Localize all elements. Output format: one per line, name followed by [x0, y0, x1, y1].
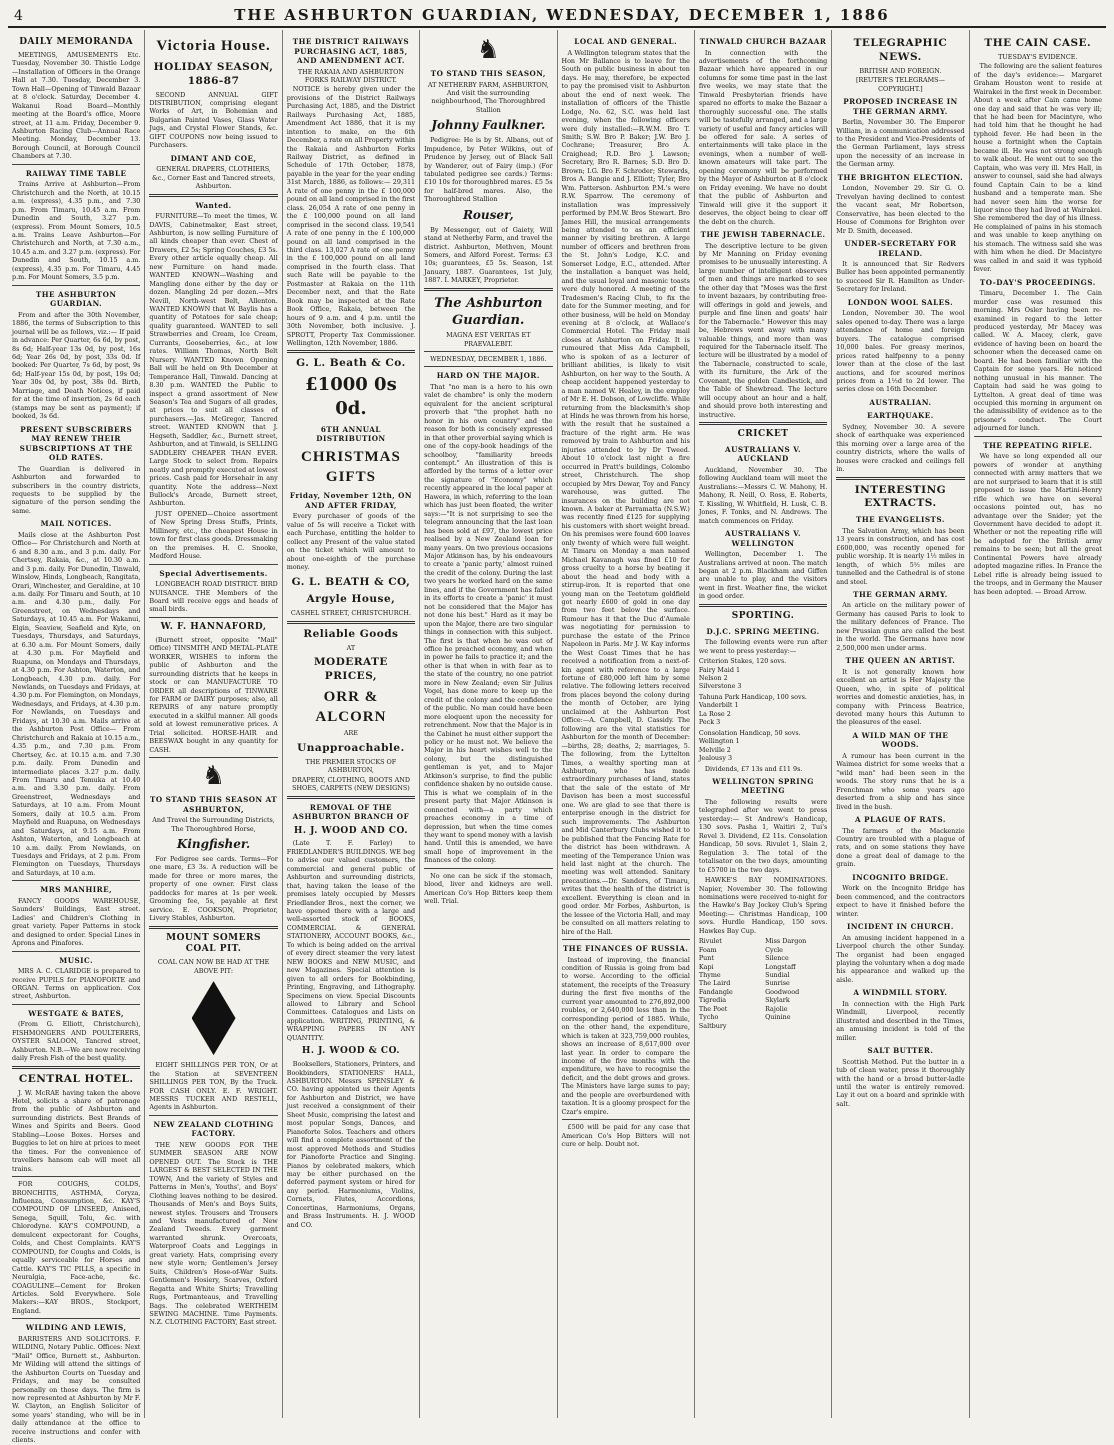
removal-heading: REMOVAL OF THE ASHBURTON BRANCH OF	[292, 802, 410, 821]
wilding-heading: WILDING AND LEWIS,	[25, 1323, 127, 1333]
nomination-name: Sunrise	[765, 979, 790, 988]
kingfisher-intro-text: And Travel the Surrounding Districts, The Thoroughbred Horse,	[152, 816, 275, 833]
johnny-faulkner-text: Pedigree: He is by St. Albans, out of Impudence, by Peter Wilkins, out of Prudence by Jersey, out of Black Sall by Wanderer, out of Fairy (imp.) (For tabulated pedigree see cards.) Terms: £10 10s for thoroughbred mares. £5 5s for half-bred mares. Also, the Thoroughbred Stallion	[424, 136, 553, 204]
german-army-increase-heading: PROPOSED INCREASE IN THE GERMAN ARMY.	[843, 97, 958, 116]
present-subscribers-text: The Guardian is delivered in Ashburton and forwarded to subscribers in the country districts, requests to be supplied by the signature of the person sending the same.	[12, 464, 141, 515]
djc-intro: The following events were run after we went to press yesterday:—	[698, 638, 828, 655]
wood-stationers-text: Booksellers, Stationers, Printers, and Bookbinders, STATIONERS' HALL, ASHBURTON. Messrs SPENSLEY & CO. having appointed us their Agents for Ashburton and District, we have just received a consignment of their Sheet Music, comprising the latest and most popular Songs, Dances, and Pianoforte Solos. Teachers and others will find a complete assortment of the most approved Methods and Studies for Pianoforte Practice and Singing. Pianos by celebrated makers, which may be either purchased on the deferred payment system or hired for any period. Harmoniums, Violins, Cornets, Flutes, Accordions, Concertinas, Harmoniums, Organs, and Brass Instruments. H. J. WOOD and CO.	[286, 1060, 416, 1229]
masthead-title: THE ASHBURTON GUARDIAN, WEDNESDAY, DECEMBER 1, 1886	[234, 6, 890, 24]
nomination-name: Thyme	[698, 971, 721, 980]
race-title: Consolation Handicap, 50 sovs.	[698, 728, 801, 737]
stand-season-heading: TO STAND THIS SEASON,	[430, 69, 546, 78]
price-headline: £1000 0s 0d.	[305, 374, 397, 420]
nomination-name: Foam	[698, 945, 717, 954]
plague-rats-heading: A PLAGUE OF RATS.	[855, 815, 946, 825]
distribution-heading: 6TH ANNUAL DISTRIBUTION	[316, 424, 386, 444]
race-placing: Melville 2	[698, 745, 731, 754]
manhire-text: FANCY GOODS WAREHOUSE, Saunders' Buildings, East street. Ladies' and Children's Clothing in great variety. Paper Patterns in stock and designed to order. Special Lines in Aprons and Pinafores.	[12, 896, 141, 948]
telegraphic-heading: TELEGRAPHIC NEWS.	[853, 37, 948, 63]
earthquake-text: Sydney, November 30. A severe shock of earthquake was experienced this morning over a large area of the country districts, where the walls of houses were cracked and ceilings fell in.	[836, 422, 965, 474]
finances-russia-heading: THE FINANCES OF RUSSIA.	[562, 944, 689, 954]
plague-rats-text: The farmers of the Mackenzie Country are troubled with a plague of rats, and on some stations they have done a great deal of damage to the grain.	[836, 826, 965, 869]
at-label: AT	[346, 643, 356, 652]
tinwald-bazaar-text: In connection with the advertisements of the forthcoming Bazaar which have appeared in our columns for some time past in the last five weeks, we may state that the Tinwald Presbyterian friends have spared no efforts to make the Bazaar a thoroughly successful one. The stalls will be tastefully arranged, and a large variety of useful and fancy articles will be offered for sale. A series of entertainments will take place in the evenings, when a number of well-known amateurs will take part. The opening ceremony will be performed by the Mayor of Ashburton at 8 o'clock on Friday evening. We have no doubt that the public of Ashburton and Tinwald will give it the support it deserves, the object being to clear off the debt on the church.	[698, 48, 828, 226]
tabernacle-heading: THE JEWISH TABERNACLE.	[700, 230, 826, 240]
mail-notices-text: Mails close at the Ashburton Post Office— For Christchurch and North at 6 and 8.30 a.m., and 3 p.m. daily. For Chertsey, Rakaia, &c., at 10.30 a.m. and 3 p.m. daily. For Dunedin, Tinwald, Winslow, Hinds, Longbeach, Rangitata, Orari, Winchester, and Geraldine, at 10 a.m. daily. For Timaru and South, at 10 a.m. and 4.30 p.m., daily. For Greenstreet, on Wednesdays and Saturdays, at 10.45 a.m. For Wakanui, Elgin, Seaview, Seafield and Kyle, on Tuesdays, Thursdays, and Saturdays, at 6.30 a.m. For Mount Somers, daily at 4.30 p.m. For Mayfield and Ruapuna, on Mondays and Thursdays, at 4.30 p.m. For Ashton, Waterton, and Longbeach, 4.30 p.m. daily. For Newlands, on Tuesdays and Fridays, at 4.30 p.m. For Flemington, on Mondays, Wednesdays, and Fridays, at 4.30 p.m. For Newlands, on Tuesdays and Fridays, at 10.30 a.m. Mails arrive at the Ashburton Post Office— From Christchurch and Rakaia at 10.15 a.m., 4.35 p.m., and 7.30 p.m. From Chertsey, &c. at 10.15 a.m. and 7.30 p.m. daily. From Dunedin and intermediate places 3.27 p.m. daily. From Timaru and Temuka at 10.40 a.m. and 3.30 p.m. daily. From Greenstreet, Wednesdays and Saturdays, at 10 a.m. From Mount Somers, daily at 10.5 a.m. From Mayfield and Ruapuna, on Wednesdays and Saturdays, at 9.15 a.m. From Ashton, Waterton, and Longbeach at 10 a.m. daily. From Newlands, on Tuesdays and Fridays, at 2 p.m. From Flemington on Tuesdays, Thursdays and Saturdays, at 10 a.m.	[12, 530, 141, 877]
divider	[424, 366, 552, 367]
race-title: Criterion Stakes, 120 sovs.	[698, 657, 787, 666]
premier-stocks-text: THE PREMIER STOCKS OF ASHBURTON,	[305, 757, 397, 775]
music-text: MRS A. C. CLARIDGE is prepared to receive PUPILS for PIANOFORTE and ORGAN. Terms on application. Cox street, Ashburton.	[12, 967, 141, 1001]
nomination-name: Quinine	[765, 1013, 791, 1022]
page-number: 4	[14, 8, 24, 24]
incognito-bridge-text: Work on the Incognito Bridge has been commenced, and the contractors expect to have it finished before the winter.	[836, 884, 965, 918]
divider	[149, 564, 277, 565]
wild-man-heading: A WILD MAN OF THE WOODS.	[852, 730, 949, 750]
race-placing: Peck 3	[698, 718, 721, 727]
race-block	[699, 729, 827, 763]
column-8	[970, 30, 1106, 1418]
drapery-text: DRAPERY, CLOTHING, BOOTS AND SHOES, CARPETS (NEW DESIGNS)	[291, 775, 411, 793]
longbeach-text: LONGBEACH ROAD DISTRICT. BIRD NUISANCE. THE Members of the Board will receive eggs and heads of small birds.	[149, 580, 278, 614]
race-placing: Silverstone 3	[698, 682, 742, 691]
church-incident-heading: INCIDENT IN CHURCH.	[847, 922, 954, 932]
stallion-icon: ♞	[476, 35, 500, 65]
divider	[12, 1004, 140, 1005]
australian-heading: AUSTRALIAN.	[869, 397, 932, 407]
race-placing: Nelson 2	[698, 673, 728, 682]
are-label: ARE	[343, 729, 358, 738]
nomination-name: Goodwood	[765, 987, 800, 996]
church-incident-text: An amusing incident happened in a Liverpool church the other Sunday. The organist had been engaged playing the voluntary when a dog made his appearance and walked up the aisle.	[836, 933, 965, 984]
wellington-spring-text: The following results were telegraphed after we went to press yesterday:— St Andrew's Handicap, 130 sovs. Pasha 1, Waitiri 2, Tui's Revel 3. Dividend, £2 11s. Consolation Handicap, 50 sovs. Rivulet 1, Slain 2, Regulation 3. The total of the totalisator on the two days, amounting to £5700 in the two days.	[698, 797, 828, 874]
wood-stationers-heading: H. J. WOOD & CO.	[301, 1046, 401, 1057]
proceedings-heading: TO-DAY'S PROCEEDINGS.	[979, 277, 1096, 287]
divider	[12, 285, 140, 286]
reliable-goods-heading: Reliable Goods	[303, 627, 399, 640]
christmas-gifts-heading: CHRISTMAS GIFTS	[301, 448, 401, 485]
manhire-heading: MRS MANHIRE,	[40, 885, 113, 895]
railway-text: Trains Arrive at Ashburton—From Christchurch and the North, at 10.15 a.m. (express), 4.35 p.m., and 7.30 p.m. From Timaru, 10.45 a.m. From Dunedin and South, 3.27 p.m. (express). From Mount Somers, 10.5 a.m. Trains Leave Ashburton—For Christchurch and North, at 7.30 a.m., 10.45 a.m. and 3.27 p.m. (express). For Dunedin and South, 10.15 a.m. (express), 4.35 p.m. For Timaru, 4.45 p.m. For Mount Somers, 3.5 p.m.	[12, 180, 141, 282]
divider	[12, 1066, 140, 1069]
column-1	[8, 30, 145, 1445]
tinwald-bazaar-heading: TINWALD CHURCH BAZAAR	[699, 37, 827, 46]
guardian-terms-text: From and after the 30th November, 1886, the terms of Subscription to this journal will be as follows, viz.:— If paid in advance: Per Quarter, 6s 6d, by post, 8s 6d; Half-year 13s 0d, by post, 16s 6d; Year 26s 0d, by post, 33s 0d. If booked: Per Quarter, 7s 6d, by post, 9s 6d; Half-year 15s 0d, by post, 19s 0d; Year 30s 0d, by post, 38s 0d. Birth, Marriage, and Death Notices, if paid for at the time of insertion, 2s 6d each (stamps may be sent as payment); if booked, 3s 6d.	[12, 310, 141, 421]
windmill-text: In connection with the High Park Windmill, Liverpool, recently illustrated and described in the Times, an amusing incident is told of the miller.	[836, 999, 965, 1042]
aus-auckland-heading: AUSTRALIANS V. AUCKLAND	[725, 444, 802, 464]
argyle-house-heading: Argyle House,	[306, 593, 396, 606]
race-placing: Wellington 1	[698, 737, 740, 746]
race-placing: La Rose 2	[698, 709, 731, 718]
divider	[287, 621, 415, 624]
divider	[562, 1119, 690, 1120]
wild-man-text: A rumour has been current in the Waimea district for some weeks that a "wild man" had been seen in the woods. The story runs that he is a Frenchman who some years ago deserted from a ship and has since lived in the bush.	[836, 751, 965, 811]
orr-alcorn-heading: ORR & ALCORN	[315, 688, 387, 725]
nominations-column	[765, 937, 827, 1030]
kays-compound-text: FOR COUGHS, COLDS, BRONCHITIS, ASTHMA, Coryza, Influenza, Consumption, &c. KAY'S COMPOUND OF LINSEED, Aniseed, Senega, Squill, Tolu, &c. with Chlorodyne. KAY'S COMPOUND, a demulcent expectorant for Coughs, Colds, and Chest Complaints. KAY'S COMPOUND, for Coughs and Colds, is equally serviceable for Horses and Cattle. KAY'S TIC PILLS, a specific in Neuralgia, Face-ache, &c. COAGULINE—Cement for Broken Articles. Sold Everywhere. Sole Makers:—KAY BROS., Stockport, England.	[12, 1180, 141, 1315]
column-2	[145, 30, 282, 1418]
wanted-text: FURNITURE—To meet the times, W. DAVIS, Cabinetmaker, East street, Ashburton, is now selling Furniture of all kinds cheaper than ever. Chest of Drawers, £2 5s; Spring Couches, £3 5s. Every other article equally cheap. All new Furniture on hand made. WANTED KNOWN—Washing and Mangling done either by the day or dozen. Mangling 2d per dozen.—Mrs Nevill, North-west Belt, Allenton. WANTED KNOWN that W. Baylis has a quantity of Potatoes for sale cheap; quality guaranteed. WANTED to sell Strawberries and Cream, Ice Cream, Currants, Gooseberries, &c., at low rates. William Thomas, North Belt Nursery. WANTED Known Opening Ball will be held on 9th December at Temperance Hall, Tinwald. Dancing at 8.30 p.m. WANTED the Public to inspect a grand assortment of New Season's Tea and Sugars of all grades, at prices to suit all classes of purchasers.—Jas. McGregor, Tancred street. WANTED KNOWN that J. Hegseth, Saddler, &c., Burnett street, Ashburton, and at Tinwald, is SELLING SADDLERY CHEAPER THAN EVER. Large Stock to select from. Repairs neatly and promptly executed at lowest prices. Cash paid for Horsehair in any quantity. Note the address—Next Bullock's Arcade, Burnett street, Ashburton.	[149, 212, 278, 508]
nomination-name: Kapi	[698, 962, 714, 971]
divider	[699, 422, 827, 425]
divider	[149, 617, 277, 618]
divider	[149, 1115, 277, 1116]
wood-heading: H. J. WOOD AND CO.	[293, 825, 408, 836]
aus-wellington-text: Wellington, December 1. The Australians arrived at noon. The match began at 2 p.m. Blackham and Giffen are unable to play, and the visitors went in first. Weather fine, the wicket in good order.	[698, 550, 828, 601]
repeating-rifle-heading: THE REPEATING RIFLE.	[983, 440, 1093, 450]
kingfisher-text: For Pedigree see cards. Terms—For one mare, £3 3s. A reduction will be made for three or more mares, the property of one owner. First class paddocks for mares at 1s per week. Grooming fee, 5s, payable at first service. E. COOKSON, Proprietor, Livery Stables, Ashburton.	[149, 854, 278, 923]
repeating-rifle-text: We have so long expended all our powers of wonder at anything connected with army matters that we are not surprised to learn that it is still proposed to issue the Martini-Henry rifle which we have on several occasions pointed out, has no advantage over the Snider; yet the Government have decided to adopt it. Whether or not the repeating rifle will be adopted for the British army remains to be seen; but all the great Continental Powers have already adopted magazine rifles. In France the Lebel rifle is already being issued to the troops, and in Germany the Mauser has been adopted. — Broad Arrow.	[973, 452, 1102, 596]
column-5	[558, 30, 695, 1418]
editorial-heading: HARD ON THE MAJOR.	[436, 371, 540, 381]
queen-artist-text: It is not generally known how excellent an artist is Her Majesty the Queen, who, in spite of political worries and domestic anxieties, has, in company with Princess Beatrice, devoted many hours this Autumn to the pleasures of the easel.	[836, 667, 965, 727]
race-placing: Vanderbilt 1	[698, 701, 739, 710]
special-ads-heading: Special Advertisements.	[159, 568, 268, 578]
british-foreign-heading: BRITISH AND FOREIGN.	[859, 66, 942, 75]
reuter-credit: [REUTER'S TELEGRAMS—COPYRIGHT.]	[855, 76, 945, 93]
race-block	[699, 657, 827, 691]
divider	[424, 351, 552, 352]
proceedings-text: Timaru, December 1. The Cain murder case was resumed this morning. Mrs Osler having been re-examined in regard to the letter produced yesterday, Mr Macey was called. W. A. Macey, clerk, gave evidence of having been on board the schooner when the deceased came on board. He had been familiar with the Captain for some years. He noticed nothing unusual in his manner. The Captain had said he was going to Lyttelton. A great deal of time was occupied this morning in argument on the admissibility of evidence as to the prisoner's conduct. The Court adjourned for lunch.	[973, 289, 1102, 433]
column-4	[420, 30, 557, 1418]
nomination-name: Tigredia	[698, 996, 727, 1005]
salt-butter-heading: SALT BUTTER.	[867, 1046, 934, 1056]
column-3	[283, 30, 420, 1418]
tabernacle-text: The descriptive lecture to be given by Mr Manning on Friday evening promises to be unusually interesting. A large number of intelligent observers of men and things are marked to see the other day that "Moses was the first to invent bazaars, by contributing free-will offerings in gold and jewels, and purple and fine linen and goats' hair for the Tabernacle." However this may be, Hebrews went away with many valuable things, and more than was required for the Tabernacle itself. The lecture will be illustrated by a model of the Tabernacle, constructed to scale, with its furniture, the Ark of the Covenant, the golden Candlestick, and the Table of Shewbread. The lecture will occupy about an hour and a half, and should prove both interesting and instructive.	[698, 241, 828, 419]
hannaford-text: (Burnett street, opposite "Mail" Office) TINSMITH AND METAL-PLATE WORKER, WISHES to inform the public of Ashburton and the surrounding districts that he keeps in stock or can MANUFACTURE TO ORDER all descriptions of TINWARE for FARM or DAIRY purposes; also, all REPAIRS of any nature promptly executed in a skilful manner. All goods sold at lowest remunerative prices. A Trial solicited. HORSE-HAIR and BEESWAX bought in any quantity for CASH.	[149, 635, 278, 754]
divider	[12, 951, 140, 952]
nz-clothing-text: THE NEW GOODS FOR THE SUMMER SEASON ARE NOW OPENED OUT. The Stock is THE LARGEST & BEST SELECTED IN THE TOWN, And the variety of Styles and Patterns in Men's, Youths', and Boys' Clothing leaves nothing to be desired. Thousands of Men's and Boys Suits, newest styles. Trousers and Trousers and Vests manufactured of New Zealand Tweeds. Every garment warranted shrunk. Overcoats, Waterproof Coats and Leggings in great variety. Hats, comprising every new style worn; Gentlemen's Jersey Suits, Children's Hose-of-War Suits. Gentlemen's Hosiery, Scarves, Oxford Regatta and White Shirts; Travelling Rugs, Portmanteaus, and Travelling Bags. The celebrated WERTHEIM SEWING MACHINE. Time Payments. N.Z. CLOTHING FACTORY, East street.	[149, 1140, 278, 1327]
divider	[424, 868, 552, 869]
nomination-name: Skylark	[765, 996, 790, 1005]
divider	[699, 604, 827, 607]
hawkes-bay-text: HAWKE'S BAY NOMINATIONS. Napier, November 30. The following nominations were received to-night for the Hawke's Bay Jockey Club's Spring Meeting:— Christmas Handicap, 100 sovs. Hurdle Handicap, 150 sovs. Hawkes Bay Cup.	[698, 876, 828, 935]
column-6	[695, 30, 832, 1418]
railways-act-subheading: THE RAKAIA AND ASHBURTON FORKS RAILWAY DISTRICT.	[297, 67, 404, 84]
railways-act-text: NOTICE is hereby given under the provisions of the District Railways Purchasing Act, 1885, and the District Railways Purchasing Act, 1885, Amendment Act 1886, that it is my intention to make, on the 6th December, a rate on all Property within the Rakaia and Ashburton Forks Railway District, as defined in Schedule of 17th October, 1878, payable in the year for the year ending 31st March, 1886, as follows:— 29,311 A rate of one penny in the £ 100,000 pound on all land comprised in the first class. 26,054 A rate of one penny in the £ 100,000 pound on all land comprised in the second class. 19,541 A rate of one penny in the £ 100,000 pound on all land comprised in the third class. 13,027 A rate of one penny in the £ 100,000 pound on all land comprised in the fourth class. That such Rate will be payable to the Postmaster at Rakaia on the 11th December next, and that the Rate Book may be inspected at the Rate Book Office, Rakaia, between the hours of 9 a.m. and 4 p.m. until the 30th November, both inclusive. J. SPROTT, Property Tax Commissioner. Wellington, 12th November, 1886.	[286, 85, 416, 347]
rouser-text: By Messenger, out of Gaiety, Will stand at Netherby Farm, and travel the district. Ashburton, Methven, Mount Somers, and Alford Forest. Terms: £3 10s; guarantees, £5 5s. Season, 1st January, 1887. Guarantees, 1st July, 1887. I. MARKEY, Proprietor.	[424, 225, 553, 285]
removal-text: (Late T. F. Farley) to FRIEDLANDER'S BUILDINGS. WE beg to advise our valued customers, the commercial and general public of Ashburton and surrounding districts, that, having taken the lease of the premises lately occupied by Messrs Friedlander Bros., next the corner, we have opened there with a large and well-assorted stock of BOOKS, COMMERCIAL & GENERAL STATIONERY, ACCOUNT BOOKS, &c., To which is being added on the arrival of every direct steamer the very latest NEW BOOKS and NEW MUSIC, and new Magazines. Special attention is given to all orders for Bookbinding, Printing, Engraving, and Lithography. Specimens on view. Special Discounts allowed to Library and School Committees. Catalogues and Lists on application. WRITING, PRINTING, & WRAPPING PAPERS IN ANY QUANTITY.	[286, 839, 416, 1042]
present-subscribers-heading: PRESENT SUBSCRIBERS MAY RENEW THEIR SUBSCRIPTIONS AT THE OLD RATES.	[19, 424, 133, 463]
hannaford-heading: W. F. HANNAFORD,	[160, 621, 267, 632]
brighton-text: London, November 29. Sir G. O. Trevelyan having declined to contest the vacant seat, Mr Robertson, Conservative, has been elected to the House of Commons for Brighton over Mr D. Smith, deceased.	[836, 184, 965, 235]
cain-case-heading: THE CAIN CASE.	[984, 37, 1092, 49]
coal-subheading: COAL CAN NOW BE HAD AT THE ABOVE PIT:	[157, 958, 270, 975]
newspaper-page	[8, 4, 1106, 1445]
music-heading: MUSIC.	[59, 955, 94, 965]
argyle-address: CASHEL STREET, CHRISTCHURCH.	[290, 609, 412, 618]
divider	[974, 436, 1102, 437]
under-secretary-text: It is announced that Sir Redvers Buller has been appointed permanently to succeed Sir R. Hamilton as Under-Secretary for Ireland.	[836, 260, 965, 294]
nomination-name: Fandangle	[698, 987, 733, 996]
nominations-list	[699, 937, 827, 1030]
tuesday-evidence-heading: TUESDAY'S EVIDENCE.	[998, 52, 1078, 61]
nomination-name: Silence	[765, 954, 789, 963]
incognito-bridge-heading: INCOGNITO BRIDGE.	[852, 872, 949, 882]
issue-date: WEDNESDAY, DECEMBER 1, 1886.	[430, 354, 547, 363]
victoria-house-heading: Victoria House.	[156, 38, 271, 54]
queen-artist-heading: THE QUEEN AN ARTIST.	[845, 656, 956, 666]
wool-sales-text: London, November 30. The wool sales opened to-day. There was a large attendance of home and foreign buyers. The catalogue comprised 10,000 bales. For greasy merinos, prices rated halfpenny to a penny lower than at the close of the last auctions, and for scoured merinos prices from a 1½d to 2d lower. The series close on 16th December.	[836, 309, 965, 394]
holiday-season-heading: HOLIDAY SEASON, 1886-87	[153, 60, 274, 87]
german-army-text: An article on the military power of Germany has caused Paris to look to the military defences of France. The new Prussian guns are called the best in the world. The Germans have now 2,500,000 men under arms.	[836, 601, 965, 652]
hop-bitters-ad: No one can be sick if the stomach, blood, liver and kidneys are well. American Co's Hop Bitters keep them well. Trial.	[424, 871, 553, 906]
race-results	[699, 657, 827, 762]
friday-heading: Friday, November 12th, ON AND AFTER FRIDAY,	[289, 491, 413, 510]
railways-act-heading: THE DISTRICT RAILWAYS PURCHASING ACT, 1885, AND AMENDMENT ACT.	[292, 37, 410, 65]
divider	[562, 939, 690, 940]
johnny-faulkner-heading: Johnny Faulkner.	[431, 118, 546, 133]
german-army-increase-text: Berlin, November 30. The Emperor William, in a communication addressed to the President and Vice-Presidents of the German Parliament, lays stress upon the necessity of an increase in the German army.	[836, 118, 965, 169]
rouser-heading: Rouser,	[462, 207, 514, 222]
guardian-motto: MAGNA EST VERITAS ET PRAEVALEBIT.	[446, 331, 531, 348]
holiday-text: SECOND ANNUAL GIFT DISTRIBUTION, comprising elegant Works of Art, in Bohemian and Bulgarian Painted Vases, Glass Water Jugs, and Crystal Flower Stands, &c. GIFT COUPONS now being issued to Purchasers.	[149, 90, 278, 150]
wanted-heading: Wanted.	[195, 200, 232, 210]
coal-text: EIGHT SHILLINGS PER TON, Or at the Station at SEVENTEEN SHILLINGS PER TON, By the Truck. FOR CASH ONLY. E. F. WRIGHT. MESSRS TUCKER AND RESTELL, Agents in Ashburton.	[149, 1061, 278, 1112]
railway-heading: RAILWAY TIME TABLE	[25, 168, 127, 178]
nomination-name: Longstaff	[765, 962, 796, 971]
divider	[149, 757, 277, 758]
coal-pit-heading: MOUNT SOMERS COAL PIT.	[166, 932, 261, 955]
nomination-name: Tycho	[698, 1013, 719, 1022]
nomination-name: Rivulet	[698, 937, 722, 946]
extracts-heading: INTERESTING EXTRACTS.	[854, 483, 947, 510]
wool-sales-heading: LONDON WOOL SALES.	[847, 297, 954, 307]
column-7	[832, 30, 969, 1418]
guardian-terms-heading: THE ASHBURTON GUARDIAN.	[35, 289, 117, 309]
cain-case-text: The following are the salient features of the day's evidence:— Margaret Graham Houston went to reside at Wairakei in the first week in December. About a week after Cain came home one day and said that he was very ill; that he had been for Macintyre, who had told him that he thought he had typhoid fever. He had been in the house a fortnight when the Captain became ill. He was not strong enough to walk about. He went out to see the Captain, who was very ill. Mrs Hall, in answer to counsel, said she had always found Captain Cain to be a kind husband and a temperate man. She had never seen him the worse for liquor since they had lived at Wairakei. She remembered the day of his illness. He complained of pains in his stomach and was unable to keep anything on his stomach. The witness said she was with him when he died. Dr Macintyre was called in and said it was typhoid fever.	[973, 62, 1102, 274]
columns	[8, 30, 1106, 1445]
divider	[424, 288, 552, 291]
race-title: Tahuna Park Handicap, 100 sovs.	[698, 692, 807, 701]
editorial-text: That "no man is a hero to his own valet de chambre" is only the modern equivalent for the ancient scriptural proverb that "the prophet hath no honor in his own country" and the reason for both is concisely expressed in that other proverbial saying which is one of the copy-book headings of the schoolboy, "familiarity breeds contempt." An illustration of this is afforded by the terms of a letter over the signature of "Economy" which recently appeared in the local paper at Hawera, in which, referring to the loan which has just been floated, the writer says:—"It is not surprising to see the telegram announcing that the last loan has been sold at £97, the lowest price realised by a New Zealand loan for many years. On two previous occasions Major Atkinson has, by his endeavours to create a 'panic party,' almost ruined the credit of the colony. During the last two years he worked hard on the same lines, and if the Government has failed in its efforts to create a 'panic' it must not be considered that the Major has not done his best." Hard as it may be upon the Major, there are two singular things in connection with this subject. The first is that when he was out of office he preached economy, and when in power he fails to practice it; and the other is that when in with fear as to the state of the country, no one patriot more in New Zealand; even Sir Julius Vogel, has done more to keep up the credit of the colony and the confidence of the public. No man could have been more eloquent upon the necessity for retrenchment. Now that the Major is in the Cabinet he must either support the policy or he must not. We believe the Major in his heart wishes well to the colony, but the distinguished gentleman is yet, and to Major Atkinson's surprise, to find the public confidence shaken by no outside cause. This is what we complain of in the present party that Major Atkinson is connected with—a party which preaches economy in a time of depression, but when the time comes they want to spend money with a lavish hand. Until this is amended, we have small hope of improvement in the finances of the colony.	[424, 382, 553, 865]
salt-butter-text: Scottish Method. Put the butter in a tub of clean water, press it thoroughly with the hand or a broad butter-ladle until the water is entirely removed. Lay it out on a board and sprinkle with salt.	[836, 1057, 965, 1108]
unapproachable-heading: Unapproachable.	[297, 741, 405, 754]
dimant-text: GENERAL DRAPERS, CLOTHIERS, &c., Corner East and Tancred streets, Ashburton.	[152, 165, 276, 191]
kingfisher-heading: Kingfisher.	[176, 837, 251, 852]
evangelists-heading: THE EVANGELISTS.	[856, 515, 945, 525]
memoranda-text: MEETINGS, AMUSEMENTS Etc. Tuesday, November 30. Thistle Lodge—Installation of Officers in the Orange Hall at 7.30. Tuesday, December 3. Town Hall—Opening of Tinwald Bazaar at 8 o'clock. Saturday, December 4. Wakanui Road Board—Monthly meeting at the Board's office, Moore street, at 11 a.m. Friday, December 9. Ashburton Racing Club—Annual Race Meeting. Monday, December 13. Borough Council, at Borough Council Chambers at 7.30.	[12, 50, 141, 161]
earthquake-heading: EARTHQUAKE.	[867, 411, 934, 421]
mail-notices-heading: MAIL NOTICES.	[40, 519, 112, 529]
nominations-column	[699, 937, 761, 1030]
central-hotel-heading: CENTRAL HOTEL.	[18, 1072, 134, 1085]
dividends-text: Dividends, £7 13s and £11 9s.	[704, 764, 803, 773]
memoranda-heading: DAILY MEMORANDA	[19, 37, 134, 47]
guardian-masthead: The Ashburton Guardian.	[434, 295, 543, 328]
finances-russia-text: Instead of improving, the financial condition of Russia is going from bad to worse. According to the official statement, the receipts of the Treasury during the first five months of the current year amounted to 276,892,000 roubles, or 2,640,000 less than in the corresponding period of 1885. While, on the other hand, the expenditure, which is taken at 323,759,000 roubles, shows an increase of 8,617,000 over last year. In order to compare the income of the five months with the expenditure, we have to recognise the deficit, and the debt grows and grows. The Ministers have large sums to pay; and the people are overburdened with taxation. It is a gloomy prospect for the Czar's empire.	[561, 955, 690, 1116]
wellington-spring-heading: WELLINGTON SPRING MEETING	[712, 776, 814, 796]
nomination-name: Rajolie	[765, 1004, 788, 1013]
race-placing: Jealousy 3	[698, 754, 733, 763]
divider	[12, 164, 140, 165]
wilding-text: BARRISTERS AND SOLICITORS. F. WILDING, Notary Public. Offices: Next "Mail" Office, Burnett st., Ashburton. Mr Wilding will attend the sittings of the Ashburton Courts on Tuesday and Fridays, and may be consulted personally on those days. The firm is now represented at Ashburton by Mr F. W. Clayton, an English Solicitor of some years' standing, who will be in daily attendance at the office to receive instructions and confer with clients.	[12, 1334, 141, 1445]
gifts-text: Every purchaser of goods of the value of 5s will receive a Ticket with each Purchase, entitling the holder to collect any Present of the value stated on the ticket which will amount to about one-eighth of the purchase money.	[286, 512, 416, 572]
central-hotel-text: J. W. McRAE having taken the above Hotel, solicits a share of patronage from the public of Ashburton and surrounding districts. Best Brands of Wines and Spirits and Beers. Good Stabling—Loose Boxes. Horses and Buggies to let on hire at prices to meet the times. For the convenience of travellers hansom cab will meet all trains.	[12, 1088, 141, 1173]
nomination-name: Sundial	[765, 971, 790, 980]
divider	[287, 350, 415, 353]
stand-intro-text: AT NETHERBY FARM, ASHBURTON, And visit the surrounding neighbourhood, The Thoroughbred Stallion	[427, 80, 549, 114]
divider	[287, 796, 415, 799]
hop-bitters-ad: £500 will be paid for any case that American Co's Hop Bitters will not cure or help. Doubt not.	[561, 1123, 690, 1149]
aus-auckland-text: Auckland, November 30. The following Auckland team will meet the Australians:—Messrs C. W. Mahony, H. Mahony, R. Neill, O. Ross, E. Roberts, T. Kissling, W. Whitfield, H. Lusk, C. B. Jones, F. Tonks, and N. Andrews. The match commences on Friday.	[698, 465, 828, 525]
evangelists-text: The Salvation Army, which has been 13 years in construction, and has cost £600,000, was recently opened for public worship. It is nearly 1½ miles in length, of which 5½ miles are tunnelled and the Cathedral is of stone and steel.	[836, 526, 965, 586]
nomination-name: Saltbury	[698, 1021, 727, 1030]
moderate-prices-heading: MODERATE PRICES,	[313, 656, 388, 682]
dimant-heading: DIMANT AND COE,	[170, 153, 257, 163]
masthead	[8, 4, 1106, 28]
djc-heading: D.J.C. SPRING MEETING.	[706, 626, 820, 636]
divider	[12, 1176, 140, 1177]
nomination-name: The Poet	[698, 1004, 728, 1013]
westgate-heading: WESTGATE & BATES,	[28, 1008, 125, 1018]
nomination-name: Miss Dargon	[765, 937, 807, 946]
divider	[149, 926, 277, 929]
horse-icon: ♞	[201, 761, 226, 792]
divider	[836, 477, 964, 480]
local-general-text: A Wellington telegram states that the Hon Mr Ballance is to leave for the South on public business in about ten days. He may, therefore, be expected to pay the promised visit to Ashburton about the end of next week. The installation of officers of the Thistle Lodge, No. 62, S.C. was held last evening, when the following officers were duly installed:—R.W.M. Bro T. Smith; S.W. Bro P. Baker; J.W. Bro J. Cochrane; Treasurer, Bro A. Craighead; R.D. Bro J. Lawson; Secretary, Bro R. Barnes; S.D. Bro D. Brown; I.G. Bro F. Schroder; Stewards, Bros A. Bangie and J. Elliott; Tyler, Bro Wm. Patterson. Ashburton P.M.'s were R.W. Sparrow. The ceremony of installation was impressively performed by P.M.W. Bros Stewart. Bro James Hill, the musical arrangements being attended to as an efficient manner by visiting brethren. A large number of officers and brethren from the St. John's Lodge, K.C. and Somerset Lodge, E.C., attended. After the installation a banquet was held, and the usual loyal and masonic toasts were duly honored. A meeting of the Tradesmen's Racing Club, to fix the date for the Summer meeting, and for other business, will be held on Monday evening at 8 o'clock, at Wallace's Commercial Hotel. The Friday mail closes at Ashburton on Friday. It is rumoured that Miss Ada Campbell, who is spoken of as a lecturer of brilliant abilities, is likely to visit Ashburton, on her way to the South. A cheap accident happened yesterday to a man named W. Healey, in the employ of Mr E. H. Dobson, of Lowcliffe. While returning from the blacksmith's shop at Hinds he was thrown from his horse, with the result that he sustained a fracture of the right arm. He was removed by train to Ashburton and his injuries attended to by Dr Tweed. About 10 o'clock last night a fire occurred in Pratt's buildings, Colombo street, Christchurch. The shop occupied by Mrs Dewar, Toy and Fancy warehouse, was gutted. The insurances on the building are not known. A baker at Parramatta (N.S.W.) was recently fined £125 for supplying his customers with short weight bread. On his premises were found 600 loaves only twenty of which were full weight. At Timaru on Monday a man named Michael Kavanagh was fined £10 for gross cruelty to a horse by beating it about the head and body with a stirrup-iron. It is reported that one young man on the Teetotum goldfield got nearly £600 of gold in one day from two feet below the surface. Rumour has it that the Duc d'Aumale was negotiating for permission to purchase the estate of the Prince Napoleon in Paris. Mr J. W. Kay informs the West Coast Times that he has received a notification from a next-of-kin agent with reference to a large fortune of £80,000 left him by some relative. The following letters received from places beyond the colony during the month of October, are lying unclaimed at the Ashburton Post Office:—A. Campbell, D. Cassidy. The following are the vital statistics for Ashburton for the month of December:—births, 28; deaths, 2; marriages, 5. The following, from the Lyttelton Times, a wealthy sporting man at Ashburton, who has made extraordinary purchases of land, states that the sale of the estate of Mr Davison has been a most successful one. We are glad to see that there is enterprise enough in the district for such improvements. The Ashburton and Mid Canterbury Clubs wished it to be published that the Fencing Rate for the district has been withdrawn. A meeting of the Temperance Union was held last night at the church. The meeting was well attended. Sanitary precautions.—Dr. Sanders, of Timaru, writes that the health of the district is excellent. Everything is clean and in good order. Mr Forbes, Ashburton, is the lessee of the Victoria Hall, and may be consulted on all matters relating to hire of the Hall.	[561, 48, 690, 936]
race-block	[699, 693, 827, 727]
windmill-heading: A WINDMILL STORY.	[853, 988, 948, 998]
divider	[12, 880, 140, 881]
westgate-text: (From G. Elliott, Christchurch), FISHMONGERS AND POULTERERS, OYSTER SALOON, Tancred street, Ashburton. N.B.—We are now receiving daily Fresh Fish of the best quality.	[12, 1020, 141, 1063]
aus-wellington-heading: AUSTRALIANS V. WELLINGTON	[725, 529, 802, 548]
divider	[12, 1318, 140, 1319]
german-army-heading: THE GERMAN ARMY.	[853, 589, 948, 599]
coal-diamond-icon	[192, 981, 236, 1055]
sporting-heading: SPORTING.	[731, 610, 795, 621]
under-secretary-heading: UNDER-SECRETARY FOR IRELAND.	[844, 239, 957, 258]
cricket-heading: CRICKET	[737, 429, 789, 440]
local-general-heading: LOCAL AND GENERAL.	[574, 37, 678, 46]
nomination-name: Cycle	[765, 945, 783, 954]
just-opened-text: JUST OPENED—Choice assortment of New Spring Dress Stuffs, Prints, Millinery, etc., the cheapest House in town for first class goods. Dressmaking on the premises. H. C. Snooke, Medford House.	[149, 509, 278, 561]
beath-heading: G. L. Beath & Co.	[296, 357, 406, 370]
divider	[149, 194, 277, 197]
nz-clothing-heading: NEW ZEALAND CLOTHING FACTORY.	[153, 1119, 274, 1139]
brighton-heading: THE BRIGHTON ELECTION.	[837, 172, 964, 182]
nomination-name: The Laird	[698, 979, 731, 988]
nomination-name: Punt	[698, 954, 714, 963]
beath-argyle-heading: G. L. BEATH & CO,	[291, 575, 411, 588]
kingfisher-intro-heading: TO STAND THIS SEASON AT ASHBURTON,	[149, 795, 278, 814]
race-placing: Fairy Maid 1	[698, 665, 741, 674]
